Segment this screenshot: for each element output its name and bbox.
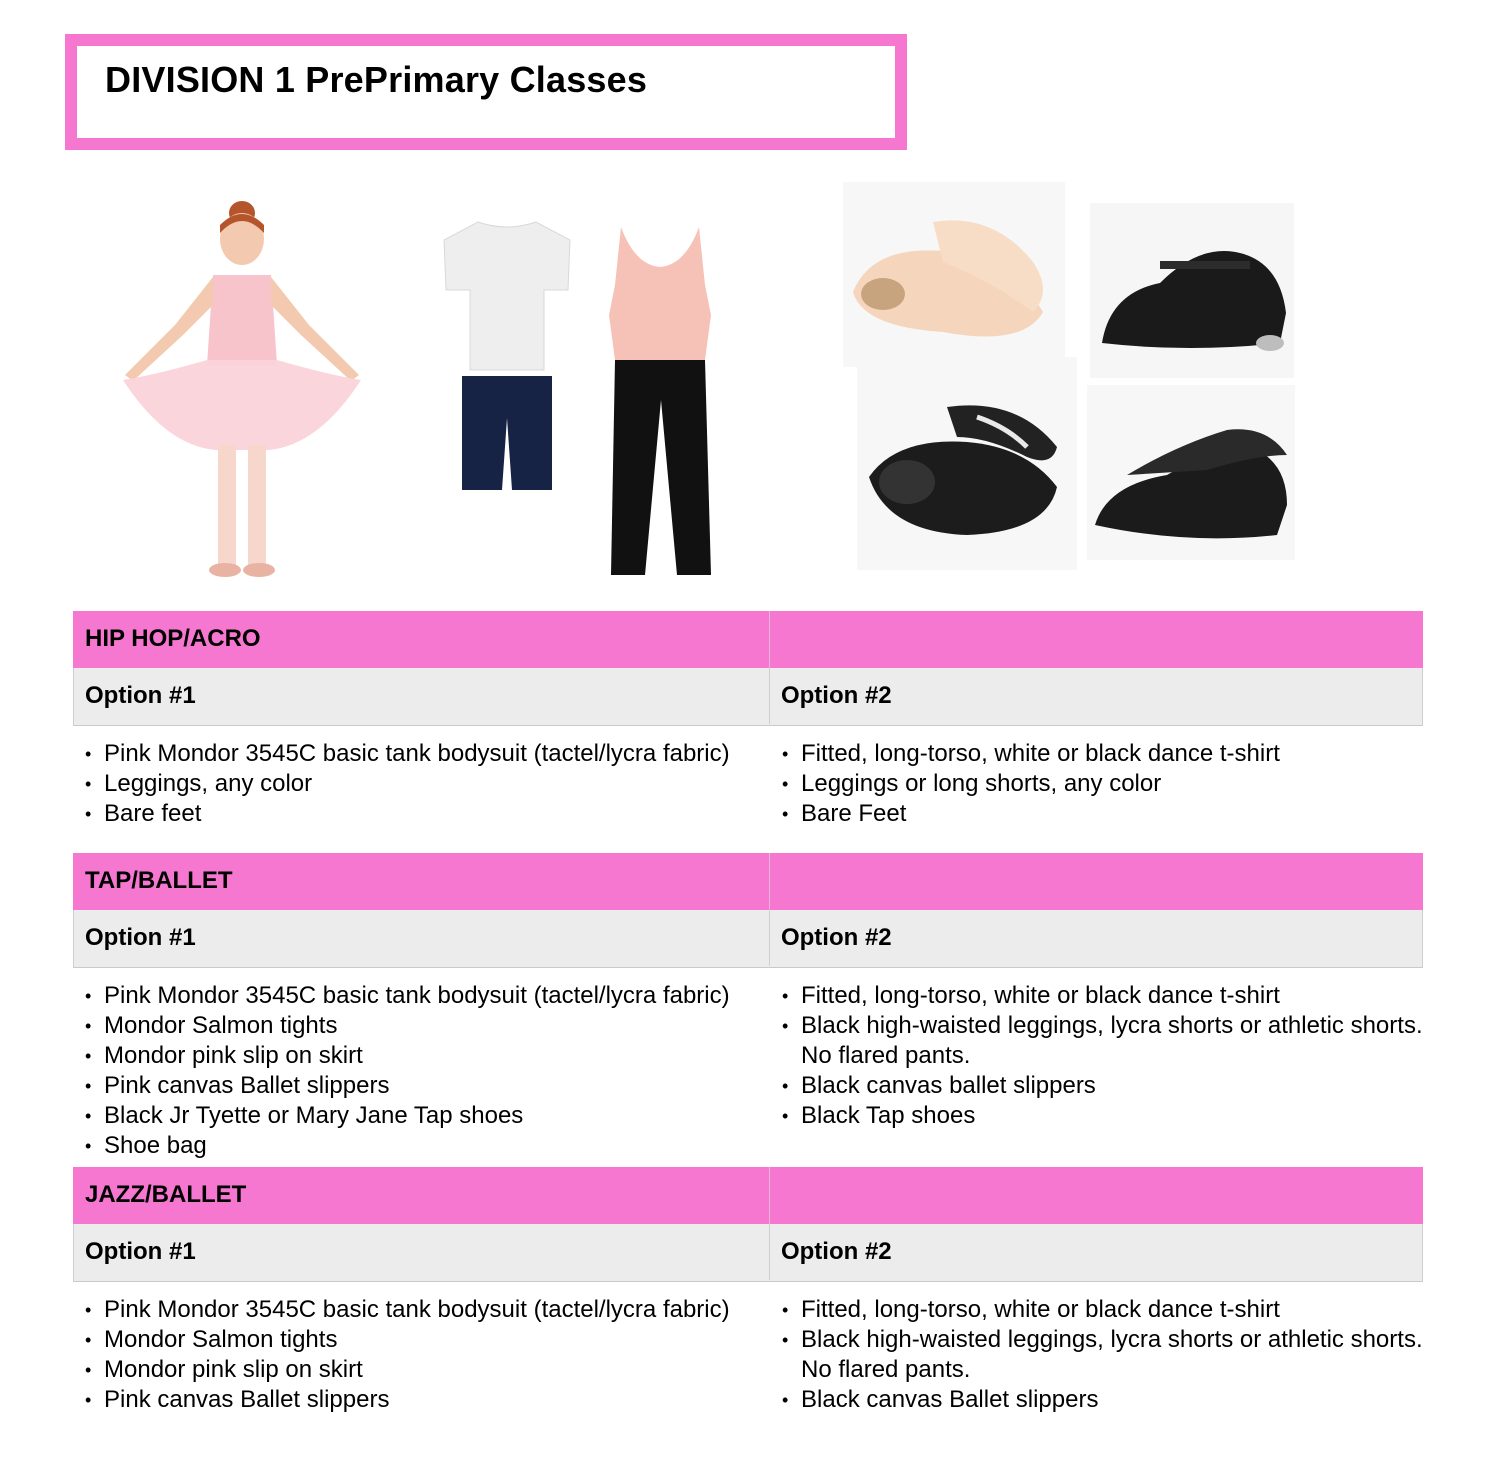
option-2-label: Option #2	[780, 924, 892, 951]
list-item: • Shoe bag	[85, 1131, 770, 1161]
option-2-list	[782, 739, 1423, 829]
section-heading: HIP HOP/ACRO	[73, 611, 770, 668]
list-item: • Mondor pink slip on skirt	[85, 1355, 770, 1385]
list-item: • Leggings or long shorts, any color	[782, 769, 1423, 799]
option-header-row	[73, 910, 1423, 968]
section-heading: TAP/BALLET	[73, 853, 770, 910]
list-item: • Black high-waisted leggings, lycra shorts or athletic shorts. No flared pants.	[782, 1325, 1423, 1385]
black-tap-shoe-image	[1090, 203, 1294, 378]
option-1-label: Option #1	[74, 1224, 770, 1280]
option-header-row	[73, 1224, 1423, 1282]
list-item: • Mondor Salmon tights	[85, 1325, 770, 1355]
option-items-row	[73, 968, 1423, 1161]
black-ballet-slippers-image	[857, 357, 1077, 570]
white-tshirt-navy-shorts-image	[440, 218, 575, 498]
list-item: • Pink Mondor 3545C basic tank bodysuit (tactel/lycra fabric)	[85, 981, 770, 1011]
list-item: • Black canvas Ballet slippers	[782, 1385, 1423, 1415]
option-1-list	[85, 981, 770, 1161]
list-item: • Fitted, long-torso, white or black dance t-shirt	[782, 1295, 1423, 1325]
option-1-label: Option #1	[74, 910, 770, 966]
section-heading-row	[73, 1167, 1423, 1224]
girl-ballet-outfit-image	[115, 195, 370, 585]
list-item: • Black canvas ballet slippers	[782, 1071, 1423, 1101]
list-item: • Pink Mondor 3545C basic tank bodysuit (tactel/lycra fabric)	[85, 739, 770, 769]
list-item: • Black Jr Tyette or Mary Jane Tap shoes	[85, 1101, 770, 1131]
option-1-list	[85, 739, 770, 829]
section-heading-blank	[770, 611, 1423, 668]
option-header-row	[73, 668, 1423, 726]
pink-tank-black-leggings-image	[605, 225, 715, 580]
list-item: • Pink canvas Ballet slippers	[85, 1071, 770, 1101]
section-heading-row	[73, 853, 1423, 910]
section-jazz-ballet	[73, 1167, 1423, 1415]
list-item: • Mondor pink slip on skirt	[85, 1041, 770, 1071]
list-item: • Bare feet	[85, 799, 770, 829]
option-2-label: Option #2	[780, 1238, 892, 1265]
section-hip-hop-acro	[73, 611, 1423, 829]
black-jazz-shoes-image	[1087, 385, 1295, 560]
list-item: • Leggings, any color	[85, 769, 770, 799]
option-1-list	[85, 1295, 770, 1415]
option-2-list	[782, 1295, 1423, 1415]
title-inner	[77, 46, 895, 138]
pink-ballet-slippers-image	[843, 182, 1065, 367]
list-item: • Fitted, long-torso, white or black dance t-shirt	[782, 981, 1423, 1011]
list-item: • Bare Feet	[782, 799, 1423, 829]
section-heading-row	[73, 611, 1423, 668]
option-items-row	[73, 1282, 1423, 1415]
option-1-label: Option #1	[74, 668, 770, 724]
option-2-list	[782, 981, 1423, 1131]
section-tap-ballet	[73, 853, 1423, 1161]
option-items-row	[73, 726, 1423, 829]
title-banner	[65, 34, 907, 150]
section-heading-blank	[770, 1167, 1423, 1224]
list-item: • Pink canvas Ballet slippers	[85, 1385, 770, 1415]
list-item: • Pink Mondor 3545C basic tank bodysuit (tactel/lycra fabric)	[85, 1295, 770, 1325]
list-item: • Black high-waisted leggings, lycra shorts or athletic shorts. No flared pants.	[782, 1011, 1423, 1071]
section-heading: JAZZ/BALLET	[73, 1167, 770, 1224]
option-2-label: Option #2	[780, 682, 892, 709]
list-item: • Black Tap shoes	[782, 1101, 1423, 1131]
section-heading-blank	[770, 853, 1423, 910]
page-title: DIVISION 1 PrePrimary Classes	[105, 59, 648, 100]
list-item: • Fitted, long-torso, white or black dance t-shirt	[782, 739, 1423, 769]
list-item: • Mondor Salmon tights	[85, 1011, 770, 1041]
